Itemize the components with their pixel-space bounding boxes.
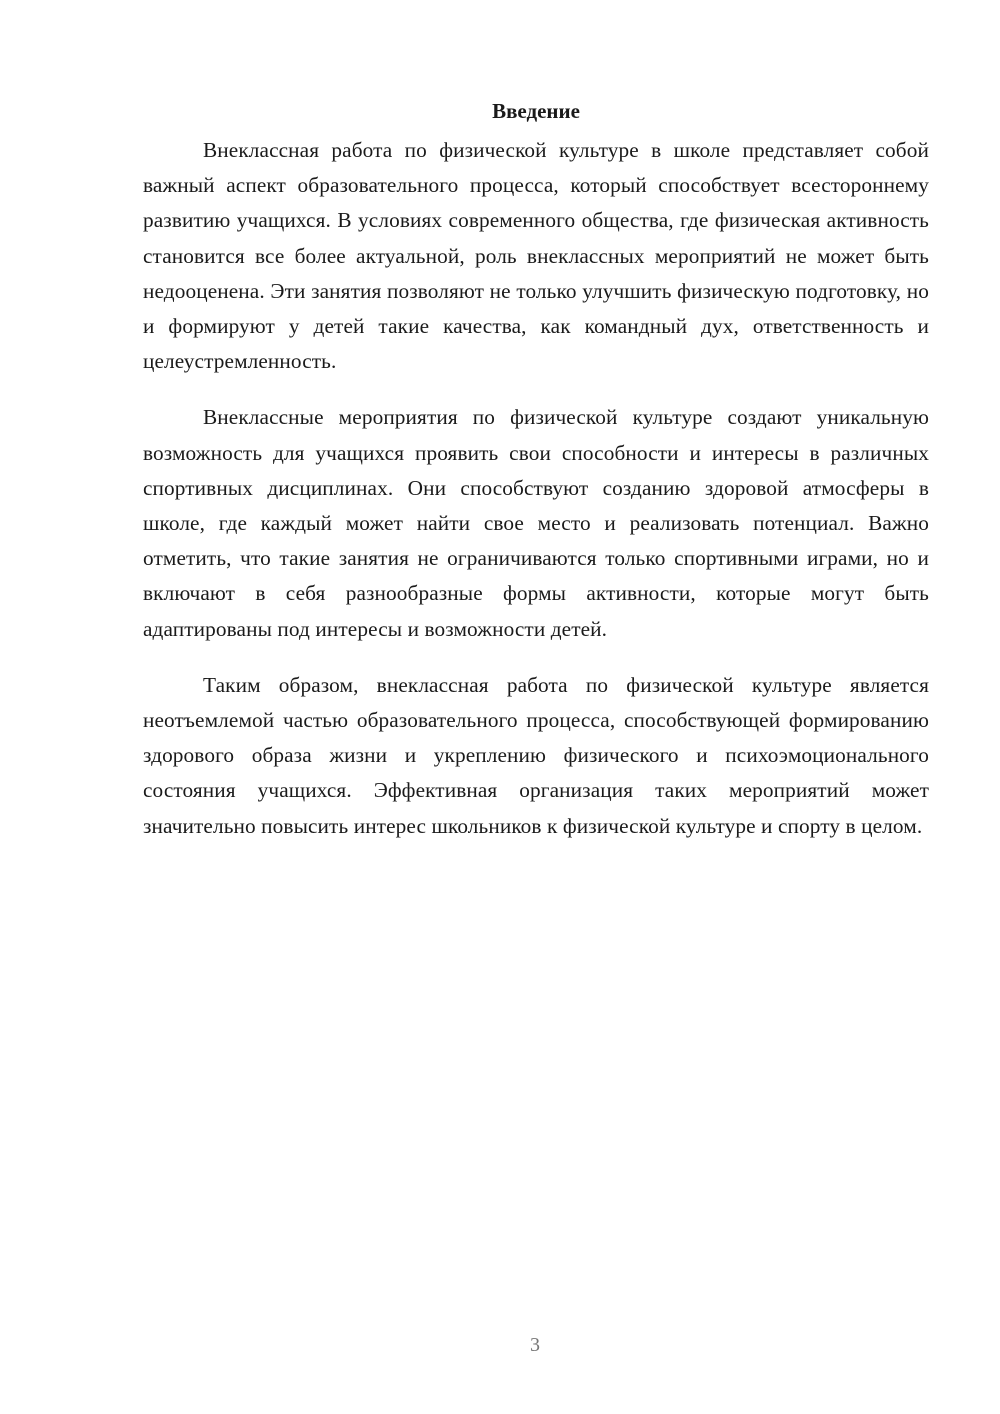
section-title: Введение [492, 99, 580, 123]
page-number: 3 [530, 1334, 540, 1356]
paragraph-2: Внеклассные мероприятия по физической культуре создают уникальную возможность для учащихся проявить свои способности и интересы в различных спортивных дисциплинах. Они способствуют созданию здоровой атмосферы в школе, где каждый может найти свое место и реализовать потенциал. Важно отметить, что такие занятия не ограничиваются только спортивными играми, но и включают в себя разнообразные формы активности, которые могут быть адаптированы под интересы и возможности детей. [143, 405, 929, 641]
page-content [143, 94, 929, 865]
paragraph-1: Внеклассная работа по физической культуре в школе представляет собой важный аспект образовательного процесса, который способствует всестороннему развитию учащихся. В условиях современного общества, где физическая активность становится все более актуальной, роль внеклассных мероприятий не может быть недооценена. Эти занятия позволяют не только улучшить физическую подготовку, но и формируют у детей такие качества, как командный дух, ответственность и целеустремленность. [143, 138, 929, 374]
paragraph-3: Таким образом, внеклассная работа по физической культуре является неотъемлемой частью образовательного процесса, способствующей формированию здорового образа жизни и укреплению физического и психоэмоционального состояния учащихся. Эффективная организация таких мероприятий может значительно повысить интерес школьников к физической культуре и спорту в целом. [143, 672, 929, 838]
